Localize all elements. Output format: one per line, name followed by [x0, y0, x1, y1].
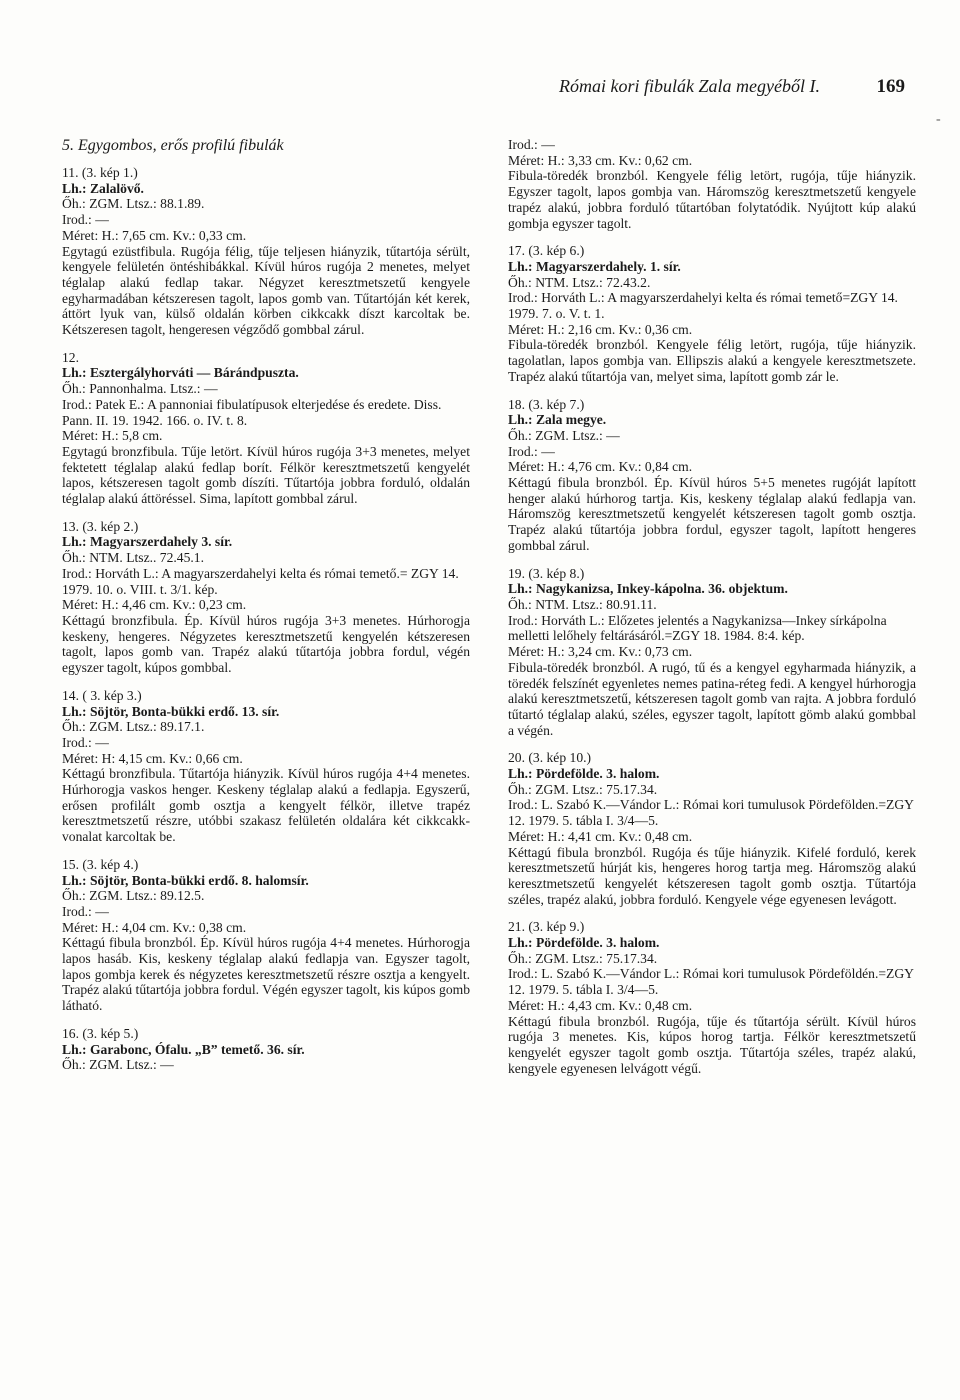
- entry-storage: Őh.: ZGM. Ltsz.: 75.17.34.: [508, 950, 658, 966]
- entry-size: Méret: H.: 2,16 cm. Kv.: 0,36 cm.: [508, 321, 693, 337]
- entry-description: Fibula-töredék bronzból. Kengyele félig letört, rugója, tűje hiányzik. Egyszer tagolt, lapos gombja van. Háromszög keresztmetszetű kengyele trapéz alakú, jobbra forduló tűtartóban folytatódik. Nyújtott kúp alakú gombja egyszer tagolt.: [508, 168, 916, 231]
- catalog-entry: [62, 857, 470, 1014]
- entry-size: Méret: H.: 5,8 cm.: [62, 428, 163, 444]
- entry-literature: Irod.: Horváth L.: Előzetes jelentés a Nagykanizsa—Inkey sírkápolna melletti lelőhely feltárásáról.=ZGY 18. 1984. 8:4. kép.: [508, 612, 887, 644]
- entry-size: Méret: H.: 4,43 cm. Kv.: 0,48 cm.: [508, 997, 693, 1013]
- entry-storage: Őh.: Pannonhalma. Ltsz.: —: [62, 381, 218, 397]
- catalog-entry: [508, 137, 916, 231]
- entry-storage: Őh.: ZGM. Ltsz.: —: [62, 1057, 174, 1073]
- entry-description: Kéttagú fibula bronzból. Rugója, tűje és tűtartója sérült. Kívül húros rugója 3 menetes. Kis, kúpos horog tartja. Félkör keresztmetszetű kengyelét egyszer tagolt gomb osztja. Tűtartója széles, trapéz alakú, kengyele egyenesen lelvágott végű.: [508, 1013, 916, 1076]
- entry-location: Lh.: Esztergályhorváti — Bárándpuszta.: [62, 365, 299, 381]
- entry-number: 18. (3. kép 7.): [508, 396, 585, 412]
- entry-literature: Irod.: L. Szabó K.—Vándor L.: Római kori tumulusok Pördefölden.=ZGY 12. 1979. 5. tábla I. 3/4—5.: [508, 797, 914, 829]
- entry-description: Kéttagú fibula bronzból. Ép. Kívül húros 5+5 menetes rugóját lapított henger alakú húrhorog tartja. Kis, keskeny téglalap alakú fedlapja van. Háromszög keresztmetszetű kengyelét kétszeresen tagolt gomb osztja. Trapéz alakú tűtartója jobbra fordul, egyszer tagolt, lapított hengeres gombbal zárul.: [508, 475, 916, 553]
- entry-size: Méret: H: 4,15 cm. Kv.: 0,66 cm.: [62, 750, 243, 766]
- entry-description: Egytagú bronzfibula. Tűje letört. Kívül húros rugója 3+3 menetes, melyet fektetett téglalap alakú fedlap borít. Félkör keresztmetszetű kengyelét lapos, kétszeresen tagolt gomb díszíti. Tűtartója jobbra forduló, oldalán téglalap alakú áttöréssel. Sima, lapított gombbal zárul.: [62, 443, 470, 507]
- running-title: Római kori fibulák Zala megyéből I.: [559, 76, 820, 96]
- entry-description: Kéttagú fibula bronzból. Rugója és tűje hiányzik. Kifelé forduló, kerek keresztmetszetű húrját kis, hengeres horog tartja meg. Háromszög alakú keresztmetszetű kengyelét kétszeresen tagolt gomb osztja. Tűtartója széles, trapéz alakú, jobbra forduló. Kengyele vége egyenesen levágott.: [508, 844, 916, 907]
- entry-literature: Irod.: Horváth L.: A magyarszerdahelyi kelta és római temető.= ZGY 14. 1979. 10. o. VIII. t. 3/1. kép.: [62, 565, 459, 597]
- entry-storage: Őh.: ZGM. Ltsz.: 88.1.89.: [62, 196, 205, 212]
- entry-location: Lh.: Zala megye.: [508, 412, 607, 428]
- entry-location: Lh.: Garabonc, Ófalu. „B” temető. 36. sír.: [62, 1041, 305, 1057]
- catalog-entry: [62, 350, 470, 507]
- entry-storage: Őh.: NTM. Ltsz.: 72.43.2.: [508, 274, 651, 290]
- entry-literature: Irod.: —: [62, 903, 109, 919]
- page-header: [0, 76, 905, 100]
- entry-literature: Irod.: —: [508, 443, 555, 459]
- entry-number: 12.: [62, 349, 79, 365]
- entry-literature: Irod.: —: [62, 212, 109, 228]
- catalog-entry: [62, 519, 470, 676]
- entry-size: Méret: H.: 4,76 cm. Kv.: 0,84 cm.: [508, 459, 693, 475]
- catalog-entry: [508, 566, 916, 739]
- page-number: 169: [876, 76, 905, 97]
- entry-number: 15. (3. kép 4.): [62, 856, 139, 872]
- catalog-entry: [62, 1026, 470, 1073]
- entry-size: Méret: H.: 4,04 cm. Kv.: 0,38 cm.: [62, 919, 247, 935]
- left-entries: [62, 165, 470, 1073]
- entry-number: 13. (3. kép 2.): [62, 518, 139, 534]
- right-entries: [508, 137, 916, 1076]
- entry-number: 19. (3. kép 8.): [508, 565, 585, 581]
- entry-size: Méret: H.: 3,24 cm. Kv.: 0,73 cm.: [508, 644, 693, 660]
- entry-storage: Őh.: ZGM. Ltsz.: —: [508, 427, 620, 443]
- entry-storage: Őh.: ZGM. Ltsz.: 75.17.34.: [508, 781, 658, 797]
- entry-number: 16. (3. kép 5.): [62, 1025, 139, 1041]
- entry-size: Méret: H.: 4,41 cm. Kv.: 0,48 cm.: [508, 828, 693, 844]
- entry-location: Lh.: Zalalövő.: [62, 180, 144, 196]
- entry-size: Méret: H.: 4,46 cm. Kv.: 0,23 cm.: [62, 597, 247, 613]
- entry-location: Lh.: Söjtör, Bonta-bükki erdő. 8. halomsír.: [62, 872, 309, 888]
- entry-literature: Irod.: Patek E.: A pannoniai fibulatípusok elterjedése és eredete. Diss. Pann. II. 19. 1942. 166. o. IV. t. 8.: [62, 396, 442, 428]
- entry-description: Kéttagú bronzfibula. Tűtartója hiányzik. Kívül húros rugója 4+4 menetes. Húrhorogja vaskos henger. Keskeny téglalap alakú a fedlapja. Egyszerű, erősen profilált gomb osztja a kengyelt félkör, illetve trapéz keresztmetszetű részre, utóbbi szakasz felületén oldalára két cikkcakk-vonalat karcoltak be.: [62, 766, 470, 845]
- right-column: [508, 137, 916, 1088]
- entry-literature: Irod.: L. Szabó K.—Vándor L.: Római kori tumulusok Pördeföldén.=ZGY 12. 1979. 5. tábla I. 3/4—5.: [508, 966, 914, 998]
- catalog-entry: [62, 688, 470, 845]
- entry-description: Fibula-töredék bronzból. A rugó, tű és a kengyel egyharmada hiányzik, a töredék felszínét egyenletes nemes patina-réteg fedi. A kengyel húrhorogja alakú keresztmetszetű, kétszeresen tagolt gomb van rajta. A jobbra forduló tűtartó téglalap alakú, széles, egyszer tagolt, lapított gömb alakú gombbal a végén.: [508, 659, 916, 738]
- entry-size: Méret: H.: 7,65 cm. Kv.: 0,33 cm.: [62, 227, 247, 243]
- section-title: 5. Egygombos, erős profilú fibulák: [62, 137, 284, 154]
- entry-location: Lh.: Pördefölde. 3. halom.: [508, 766, 660, 782]
- entry-description: Kéttagú fibula bronzból. Ép. Kívül húros rugója 4+4 menetes. Húrhorogja lapos hasáb. Kis, keskeny téglalap alakú fedlapja van. Egyszer tagolt, lapos gombja kerek és négyzetes keresztmetszetű részre osztja a kengyelt. Trapéz alakú tűtartója jobbra fordul. Végén egyszer tagolt, kis kúpos gomb látható.: [62, 935, 470, 1014]
- entry-number: 20. (3. kép 10.): [508, 750, 592, 766]
- catalog-entry: [508, 919, 916, 1076]
- entry-storage: Őh.: ZGM. Ltsz.: 89.17.1.: [62, 719, 205, 735]
- catalog-entry: [508, 243, 916, 384]
- catalog-entry: [508, 397, 916, 554]
- entry-literature: Irod.: Horváth L.: A magyarszerdahelyi kelta és római temető=ZGY 14. 1979. 7. o. V. t. 1.: [508, 290, 898, 322]
- entry-literature: Irod.: —: [62, 734, 109, 750]
- entry-literature: Irod.: —: [508, 137, 555, 152]
- entry-number: 14. ( 3. kép 3.): [62, 687, 142, 703]
- entry-number: 17. (3. kép 6.): [508, 243, 585, 259]
- entry-location: Lh.: Pördefölde. 3. halom.: [508, 935, 660, 951]
- entry-location: Lh.: Magyarszerdahely. 1. sír.: [508, 258, 681, 274]
- entry-number: 21. (3. kép 9.): [508, 919, 585, 935]
- entry-location: Lh.: Nagykanizsa, Inkey-kápolna. 36. objektum.: [508, 581, 788, 597]
- entry-description: Kéttagú bronzfibula. Ép. Kívül húros rugója 3+3 menetes. Húrhorogja keskeny, hengeres. Négyzetes keresztmetszetű kengyelén kétszeresen tagolt, lapos gomb van. Trapéz alakú tűtartója jobbra fordul, végén egyszer tagolt, kúpos gombbal.: [62, 612, 470, 676]
- entry-location: Lh.: Magyarszerdahely 3. sír.: [62, 534, 233, 550]
- entry-storage: Őh.: NTM. Ltsz.. 72.45.1.: [62, 550, 204, 566]
- entry-description: Fibula-töredék bronzból. Kengyele félig letört, rugója, tűje hiányzik. tagolatlan, lapos gombja van. Ellipszis alakú a kengyele keresztmetszete. Trapéz alakú tűtartója van, melyet sima, lapított gomb zár le.: [508, 337, 916, 384]
- entry-location: Lh.: Söjtör, Bonta-bükki erdő. 13. sír.: [62, 703, 280, 719]
- left-column: [62, 137, 470, 1085]
- margin-dash: -: [936, 112, 941, 127]
- entry-number: 11. (3. kép 1.): [62, 165, 138, 180]
- entry-size: Méret: H.: 3,33 cm. Kv.: 0,62 cm.: [508, 152, 693, 168]
- entry-storage: Őh.: ZGM. Ltsz.: 89.12.5.: [62, 888, 205, 904]
- entry-storage: Őh.: NTM. Ltsz.: 80.91.11.: [508, 596, 657, 612]
- entry-description: Egytagú ezüstfibula. Rugója félig, tűje teljesen hiányzik, tűtartója sérült, kengyele felületén öntéshibákkal. Kívül húros rugója 2 menetes, melyet téglalap alakú fedlap takar. Négyzet keresztmetszetű kengyele egyharmadában kétszeresen tagolt, lapos gomb van. Tűtartóján két kerek, áttört lyuk van, külső oldalán körben cikkcakk díszt karcoltak be. Kétszeresen tagolt, hengeresen végződő gombbal zárul.: [62, 243, 470, 338]
- catalog-entry: [508, 750, 916, 907]
- catalog-entry: [62, 165, 470, 338]
